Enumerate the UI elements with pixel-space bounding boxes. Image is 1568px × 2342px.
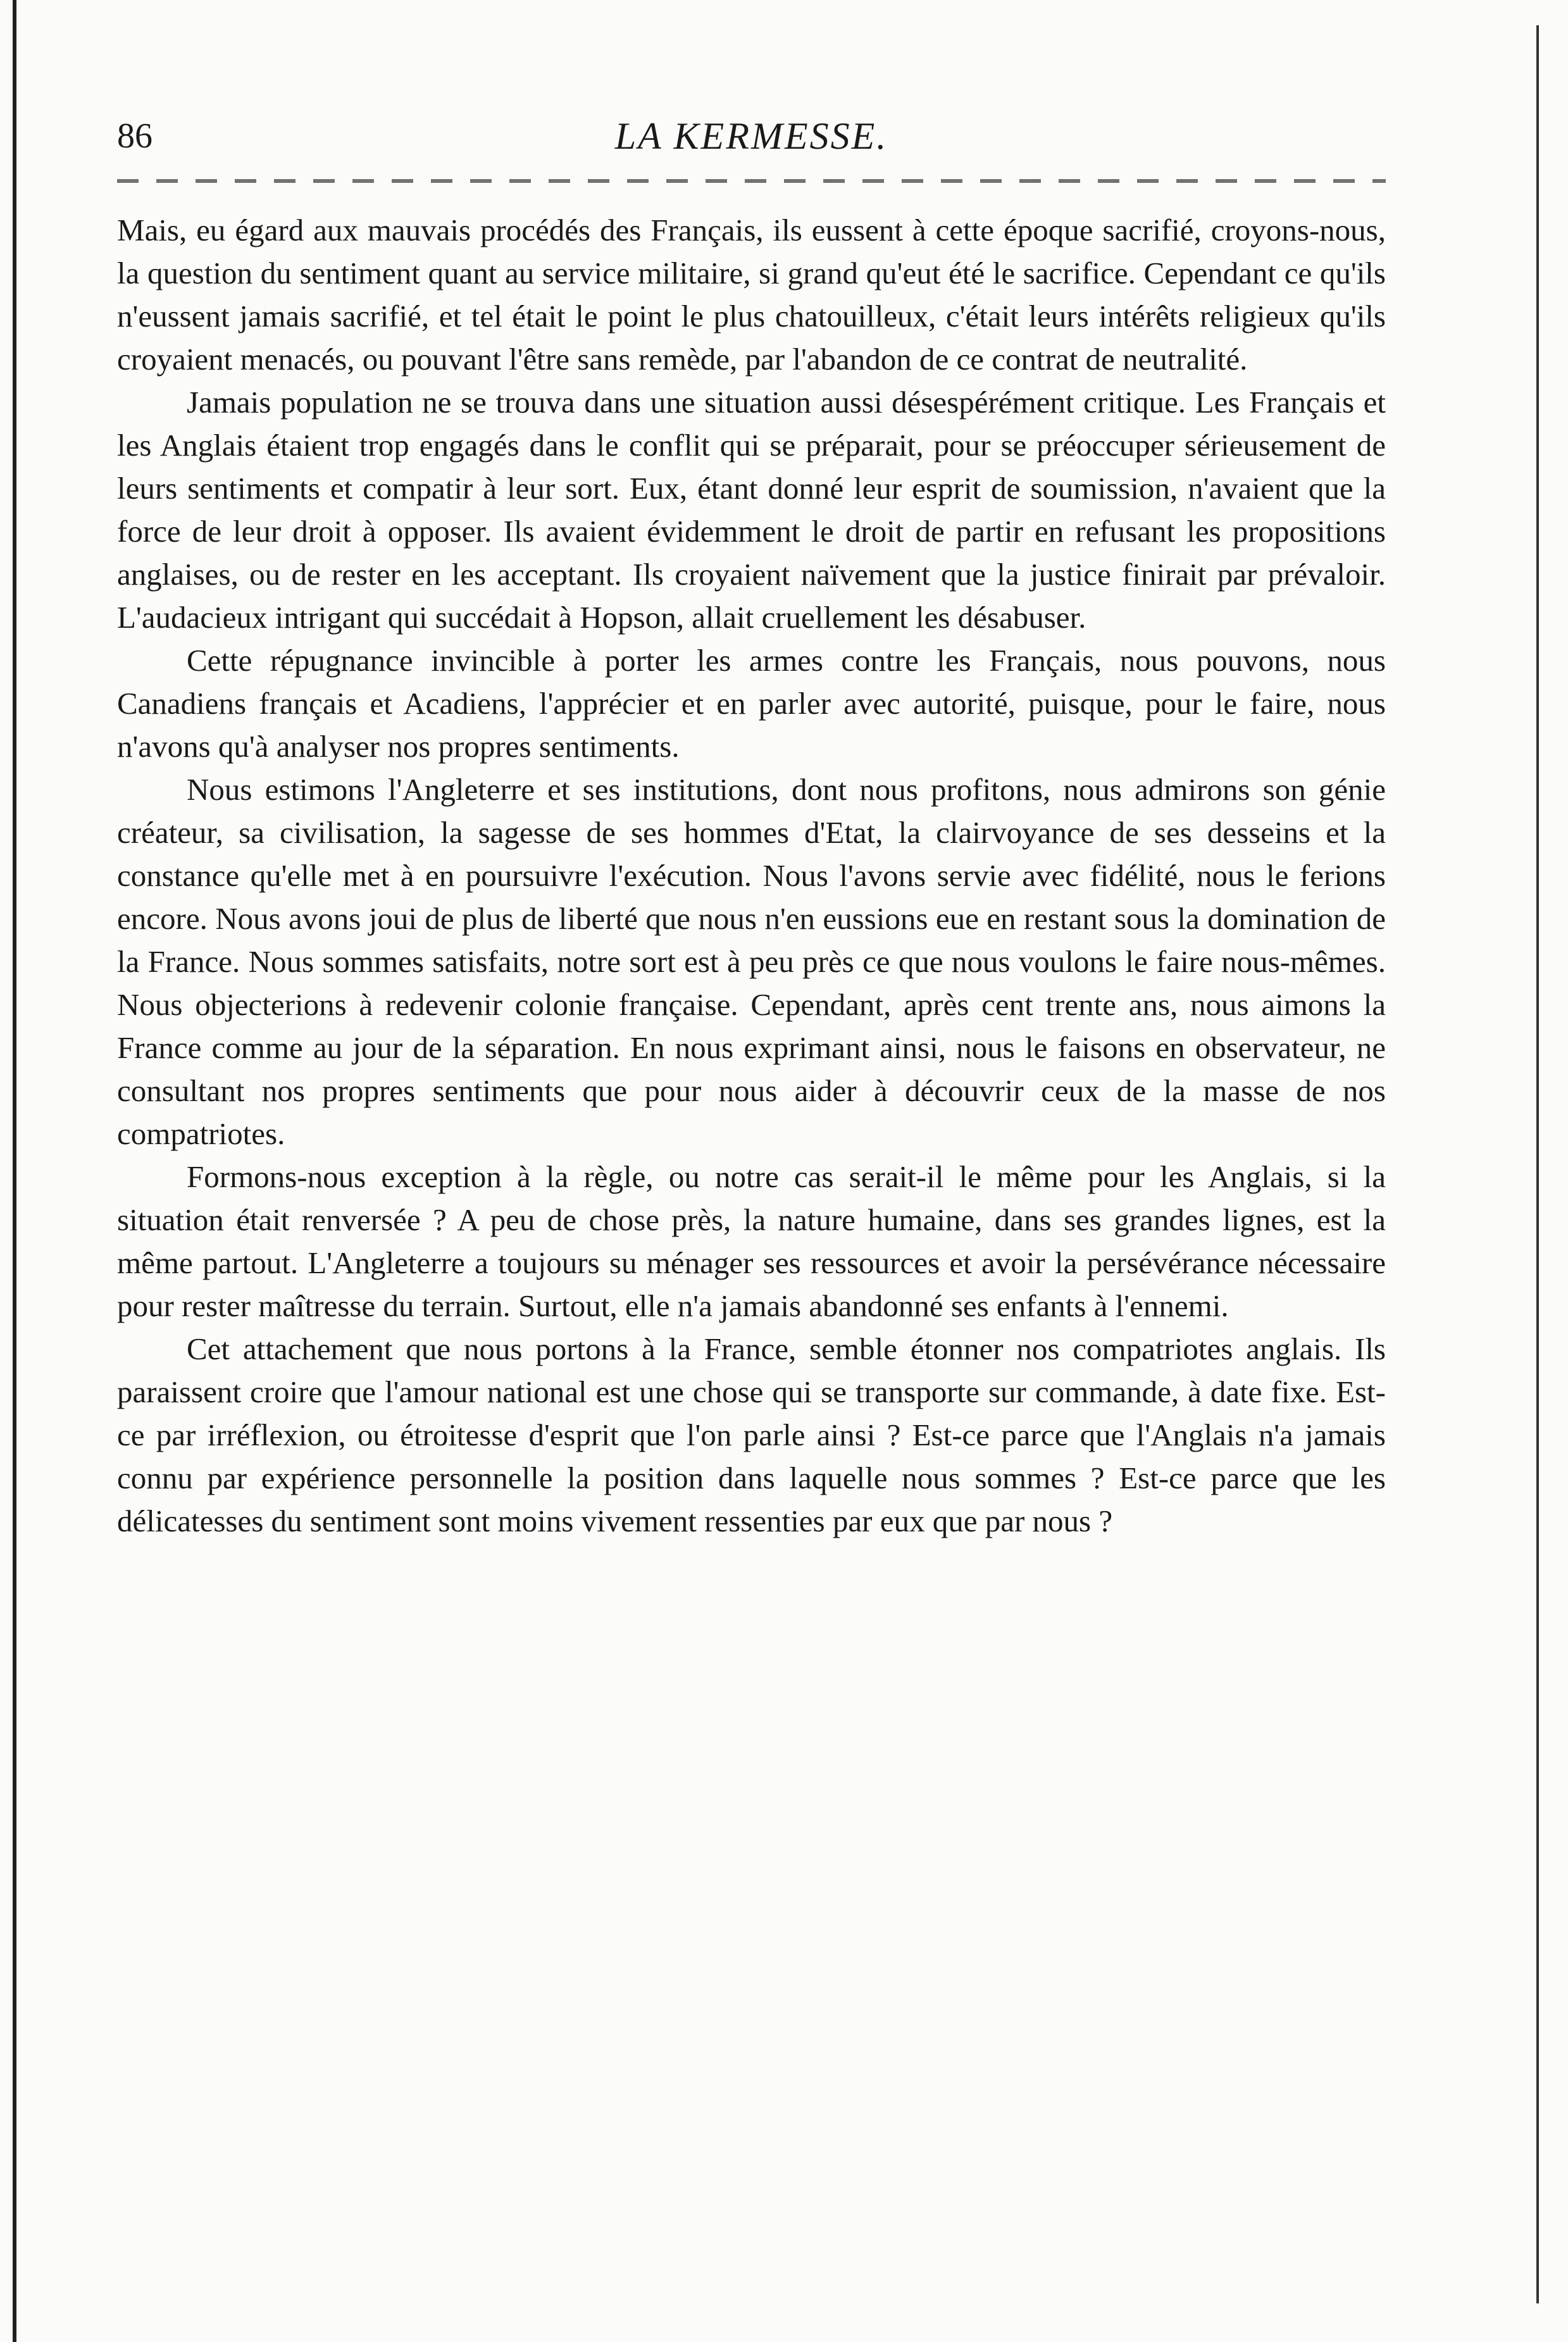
paragraph: Nous estimons l'Angleterre et ses institutions, dont nous profitons, nous admirons son génie créateur, sa civilisation, la sagesse de ses hommes d'Etat, la clairvoyance de ses desseins et la constance qu'elle met à en poursuivre l'exécution. Nous l'avons servie avec fidélité, nous le ferions encore. Nous avons joui de plus de liberté que nous n'en eussions eue en restant sous la domination de la France. Nous sommes satisfaits, notre sort est à peu près ce que nous voulons le faire nous-mêmes. Nous objecterions à redevenir colonie française. Cependant, après cent trente ans, nous aimons la France comme au jour de la séparation. En nous exprimant ainsi, nous le faisons en observateur, ne consultant nos propres sentiments que pour nous aider à découvrir ceux de la masse de nos compatriotes.: [117, 772, 1386, 1151]
page-edge-line: [1536, 25, 1539, 2303]
page-number: 86: [117, 116, 152, 156]
paragraph: Cet attachement que nous portons à la France, semble étonner nos compatriotes anglais. Ils paraissent croire que l'amour national est une chose qui se transporte sur commande, à date fixe. Est-ce par irréflexion, ou étroitesse d'esprit que l'on parle ainsi ? Est-ce parce que l'Anglais n'a jamais connu par expérience personnelle la position dans laquelle nous sommes ? Est-ce parce que les délicatesses du sentiment sont moins vivement ressenties par eux que par nous ?: [117, 1331, 1386, 1538]
paragraph: Cette répugnance invincible à porter les armes contre les Français, nous pouvons, nous Canadiens français et Acadiens, l'apprécier et en parler avec autorité, puisque, pour le faire, nous n'avons qu'à analyser nos propres sentiments.: [117, 643, 1386, 764]
running-title: LA KERMESSE.: [614, 115, 888, 157]
body-text: [117, 209, 1386, 1543]
paragraph: Mais, eu égard aux mauvais procédés des Français, ils eussent à cette époque sacrifié, croyons-nous, la question du sentiment quant au service militaire, si grand qu'eut été le sacrifice. Cependant ce qu'ils n'eussent jamais sacrifié, et tel était le point le plus chatouilleux, c'était leurs intérêts religieux qu'ils croyaient menacés, ou pouvant l'être sans remède, par l'abandon de ce contrat de neutralité.: [117, 213, 1386, 377]
paragraph: Jamais population ne se trouva dans une situation aussi désespérément critique. Les Français et les Anglais étaient trop engagés dans le conflit qui se préparait, pour se préoccuper sérieusement de leurs sentiments et compatir à leur sort. Eux, étant donné leur esprit de soumission, n'avaient que la force de leur droit à opposer. Ils avaient évidemment le droit de partir en refusant les propositions anglaises, ou de rester en les acceptant. Ils croyaient naïvement que la justice finirait par prévaloir. L'audacieux intrigant qui succédait à Hopson, allait cruellement les désabuser.: [117, 385, 1386, 635]
running-header: [117, 111, 1386, 161]
header-rule: [117, 179, 1386, 183]
binding-edge-line: [13, 0, 16, 2342]
paragraph: Formons-nous exception à la règle, ou notre cas serait-il le même pour les Anglais, si la situation était renversée ? A peu de chose près, la nature humaine, dans ses grandes lignes, est la même partout. L'Angleterre a toujours su ménager ses ressources et avoir la persévérance nécessaire pour rester maîtresse du terrain. Surtout, elle n'a jamais abandonné ses enfants à l'ennemi.: [117, 1159, 1386, 1323]
